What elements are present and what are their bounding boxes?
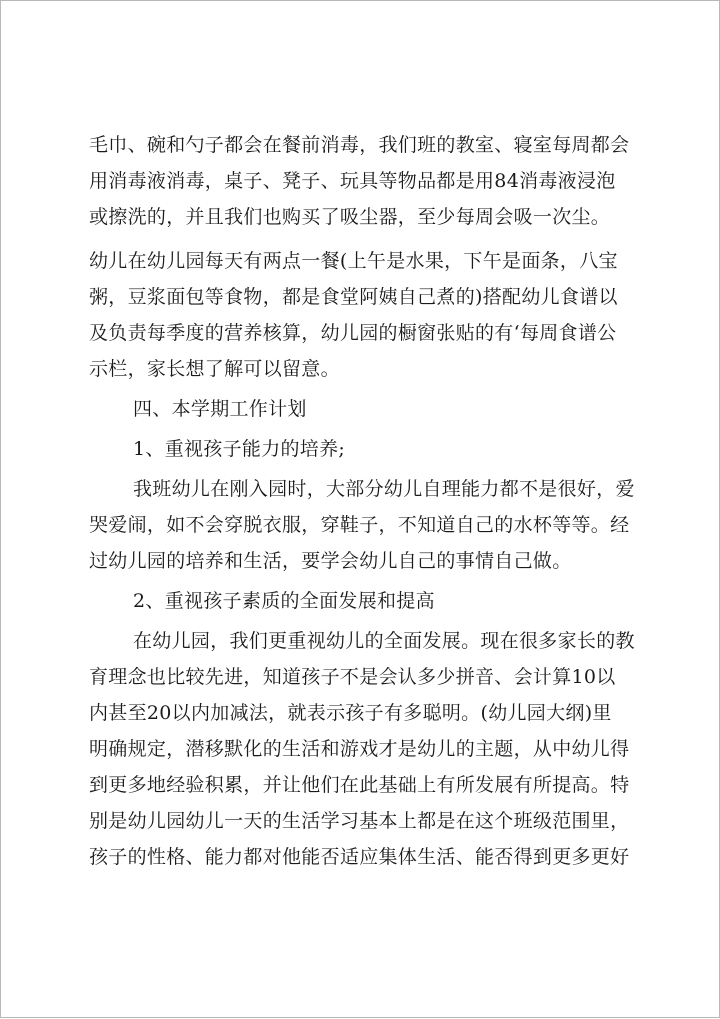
text-line: 用消毒液消毒，桌子、凳子、玩具等物品都是用84消毒液浸泡 (89, 170, 616, 192)
text-line: 或擦洗的，并且我们也购买了吸尘器，至少每周会吸一次尘。 (89, 206, 611, 228)
text-line: 粥，豆浆面包等食物，都是食堂阿姨自己煮的)搭配幼儿食谱以 (89, 286, 618, 308)
text-line: 幼儿在幼儿园每天有两点一餐(上午是水果，下午是面条，八宝 (89, 250, 618, 272)
text-line: 到更多地经验积累，并让他们在此基础上有所发展有所提高。特 (89, 774, 630, 796)
text-line: 别是幼儿园幼儿一天的生活学习基本上都是在这个班级范围里， (89, 810, 630, 832)
text-line: 我班幼儿在刚入园时，大部分幼儿自理能力都不是很好，爱 (133, 478, 635, 500)
text-line: 内甚至20以内加减法，就表示孩子有多聪明。(幼儿园大纲)里 (89, 702, 612, 724)
document-body (1, 1, 720, 1019)
subsection-heading: 1、重视孩子能力的培养; (133, 438, 346, 460)
text-line: 过幼儿园的培养和生活，要学会幼儿自己的事情自己做。 (89, 550, 572, 572)
text-line: 毛巾、碗和勺子都会在餐前消毒，我们班的教室、寝室每周都会 (89, 134, 630, 156)
text-line: 明确规定，潜移默化的生活和游戏才是幼儿的主题，从中幼儿得 (89, 738, 630, 760)
text-line: 及负责每季度的营养核算，幼儿园的橱窗张贴的有‘每周食谱公 (89, 322, 617, 344)
text-line: 示栏，家长想了解可以留意。 (89, 358, 340, 380)
text-line: 孩子的性格、能力都对他能否适应集体生活、能否得到更多更好 (89, 846, 630, 868)
subsection-heading: 2、重视孩子素质的全面发展和提高 (133, 590, 435, 612)
text-line: 在幼儿园，我们更重视幼儿的全面发展。现在很多家长的教 (133, 630, 635, 652)
section-heading: 四、本学期工作计划 (133, 398, 307, 420)
text-line: 育理念也比较先进，知道孩子不是会认多少拼音、会计算10以 (89, 666, 616, 688)
text-line: 哭爱闹，如不会穿脱衣服，穿鞋子，不知道自己的水杯等等。经 (89, 514, 630, 536)
